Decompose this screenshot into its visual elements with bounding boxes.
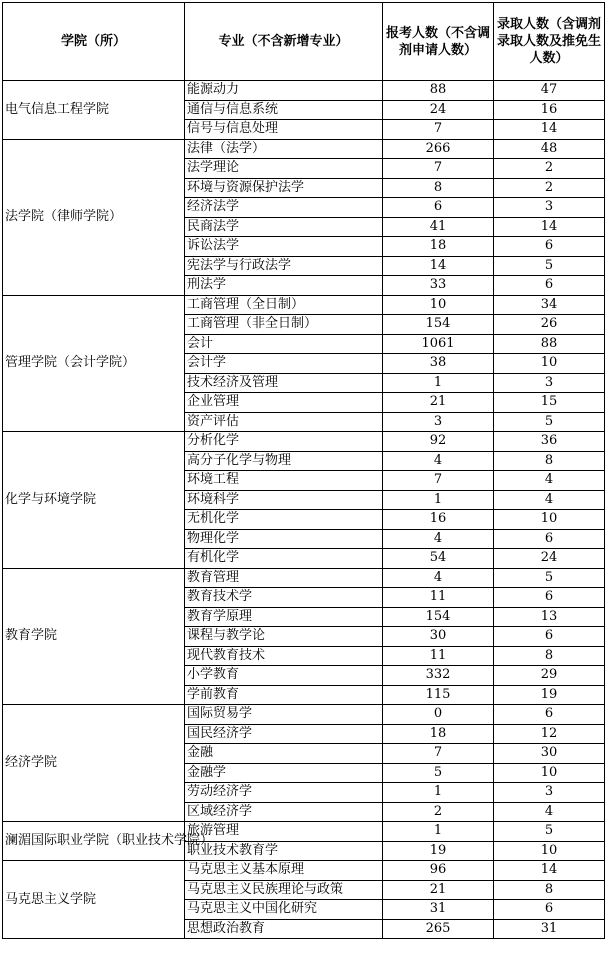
admitted-cell: 5 <box>494 822 605 842</box>
table-row <box>3 295 605 315</box>
applicants-cell: 266 <box>383 139 494 159</box>
major-cell: 马克思主义民族理论与政策 <box>185 880 383 900</box>
major-cell: 会计 <box>185 334 383 354</box>
major-cell: 有机化学 <box>185 549 383 569</box>
major-cell: 金融学 <box>185 763 383 783</box>
applicants-cell: 1 <box>383 373 494 393</box>
applicants-cell: 265 <box>383 919 494 939</box>
admitted-cell: 30 <box>494 744 605 764</box>
major-cell: 劳动经济学 <box>185 783 383 803</box>
applicants-cell: 21 <box>383 393 494 413</box>
admitted-cell: 14 <box>494 120 605 140</box>
college-cell: 经济学院 <box>3 705 185 822</box>
major-cell: 环境工程 <box>185 471 383 491</box>
major-cell: 能源动力 <box>185 81 383 101</box>
applicants-cell: 14 <box>383 256 494 276</box>
admitted-cell: 5 <box>494 412 605 432</box>
applicants-cell: 1 <box>383 490 494 510</box>
admitted-cell: 6 <box>494 237 605 257</box>
admitted-cell: 2 <box>494 178 605 198</box>
admitted-cell: 4 <box>494 471 605 491</box>
table-row <box>3 861 605 881</box>
applicants-cell: 11 <box>383 646 494 666</box>
admitted-cell: 88 <box>494 334 605 354</box>
major-cell: 环境科学 <box>185 490 383 510</box>
college-cell: 化学与环境学院 <box>3 432 185 569</box>
applicants-cell: 19 <box>383 841 494 861</box>
applicants-cell: 30 <box>383 627 494 647</box>
applicants-cell: 38 <box>383 354 494 374</box>
header-major: 专业（不含新增专业） <box>185 3 383 81</box>
admitted-cell: 16 <box>494 100 605 120</box>
table-row <box>3 568 605 588</box>
admitted-cell: 3 <box>494 373 605 393</box>
major-cell: 企业管理 <box>185 393 383 413</box>
admitted-cell: 6 <box>494 900 605 920</box>
applicants-cell: 4 <box>383 529 494 549</box>
major-cell: 课程与教学论 <box>185 627 383 647</box>
major-cell: 环境与资源保护法学 <box>185 178 383 198</box>
admitted-cell: 29 <box>494 666 605 686</box>
admitted-cell: 2 <box>494 159 605 179</box>
major-cell: 法律（法学） <box>185 139 383 159</box>
admitted-cell: 36 <box>494 432 605 452</box>
header-row <box>3 3 605 81</box>
admitted-cell: 6 <box>494 276 605 296</box>
major-cell: 金融 <box>185 744 383 764</box>
major-cell: 通信与信息系统 <box>185 100 383 120</box>
admitted-cell: 5 <box>494 568 605 588</box>
table-row <box>3 432 605 452</box>
admitted-cell: 47 <box>494 81 605 101</box>
admitted-cell: 13 <box>494 607 605 627</box>
college-cell: 马克思主义学院 <box>3 861 185 939</box>
applicants-cell: 4 <box>383 568 494 588</box>
admitted-cell: 19 <box>494 685 605 705</box>
admissions-table <box>2 2 605 939</box>
admitted-cell: 6 <box>494 705 605 725</box>
applicants-cell: 5 <box>383 763 494 783</box>
major-cell: 信号与信息处理 <box>185 120 383 140</box>
table-body <box>3 81 605 939</box>
major-cell: 区域经济学 <box>185 802 383 822</box>
college-cell: 澜湄国际职业学院（职业技术学院） <box>3 822 185 861</box>
major-cell: 工商管理（全日制） <box>185 295 383 315</box>
admitted-cell: 10 <box>494 354 605 374</box>
applicants-cell: 88 <box>383 81 494 101</box>
applicants-cell: 31 <box>383 900 494 920</box>
table-row <box>3 139 605 159</box>
major-cell: 技术经济及管理 <box>185 373 383 393</box>
applicants-cell: 7 <box>383 120 494 140</box>
admitted-cell: 4 <box>494 490 605 510</box>
applicants-cell: 7 <box>383 744 494 764</box>
major-cell: 旅游管理 <box>185 822 383 842</box>
applicants-cell: 7 <box>383 159 494 179</box>
applicants-cell: 154 <box>383 315 494 335</box>
admitted-cell: 6 <box>494 627 605 647</box>
admitted-cell: 34 <box>494 295 605 315</box>
major-cell: 职业技术教育学 <box>185 841 383 861</box>
major-cell: 工商管理（非全日制） <box>185 315 383 335</box>
major-cell: 教育学原理 <box>185 607 383 627</box>
applicants-cell: 4 <box>383 451 494 471</box>
applicants-cell: 18 <box>383 724 494 744</box>
major-cell: 宪法学与行政法学 <box>185 256 383 276</box>
admitted-cell: 6 <box>494 588 605 608</box>
major-cell: 教育管理 <box>185 568 383 588</box>
major-cell: 教育技术学 <box>185 588 383 608</box>
applicants-cell: 3 <box>383 412 494 432</box>
admitted-cell: 14 <box>494 217 605 237</box>
major-cell: 会计学 <box>185 354 383 374</box>
applicants-cell: 18 <box>383 237 494 257</box>
major-cell: 马克思主义基本原理 <box>185 861 383 881</box>
applicants-cell: 21 <box>383 880 494 900</box>
applicants-cell: 8 <box>383 178 494 198</box>
major-cell: 思想政治教育 <box>185 919 383 939</box>
major-cell: 马克思主义中国化研究 <box>185 900 383 920</box>
major-cell: 法学理论 <box>185 159 383 179</box>
major-cell: 无机化学 <box>185 510 383 530</box>
applicants-cell: 41 <box>383 217 494 237</box>
major-cell: 小学教育 <box>185 666 383 686</box>
admitted-cell: 10 <box>494 841 605 861</box>
applicants-cell: 96 <box>383 861 494 881</box>
college-cell: 教育学院 <box>3 568 185 705</box>
applicants-cell: 2 <box>383 802 494 822</box>
applicants-cell: 24 <box>383 100 494 120</box>
major-cell: 学前教育 <box>185 685 383 705</box>
admitted-cell: 3 <box>494 783 605 803</box>
major-cell: 物理化学 <box>185 529 383 549</box>
college-cell: 法学院（律师学院） <box>3 139 185 295</box>
admitted-cell: 24 <box>494 549 605 569</box>
table-row <box>3 705 605 725</box>
admitted-cell: 15 <box>494 393 605 413</box>
applicants-cell: 1061 <box>383 334 494 354</box>
major-cell: 资产评估 <box>185 412 383 432</box>
admitted-cell: 5 <box>494 256 605 276</box>
admitted-cell: 8 <box>494 880 605 900</box>
major-cell: 国际贸易学 <box>185 705 383 725</box>
college-cell: 管理学院（会计学院） <box>3 295 185 432</box>
applicants-cell: 1 <box>383 822 494 842</box>
applicants-cell: 54 <box>383 549 494 569</box>
major-cell: 诉讼法学 <box>185 237 383 257</box>
major-cell: 刑法学 <box>185 276 383 296</box>
major-cell: 高分子化学与物理 <box>185 451 383 471</box>
table-row <box>3 822 605 842</box>
admitted-cell: 10 <box>494 510 605 530</box>
admitted-cell: 31 <box>494 919 605 939</box>
college-cell: 电气信息工程学院 <box>3 81 185 140</box>
major-cell: 分析化学 <box>185 432 383 452</box>
header-college: 学院（所） <box>3 3 185 81</box>
header-admitted: 录取人数（含调剂录取人数及推免生人数） <box>494 3 605 81</box>
applicants-cell: 16 <box>383 510 494 530</box>
admitted-cell: 26 <box>494 315 605 335</box>
applicants-cell: 33 <box>383 276 494 296</box>
applicants-cell: 92 <box>383 432 494 452</box>
admitted-cell: 3 <box>494 198 605 218</box>
applicants-cell: 1 <box>383 783 494 803</box>
admitted-cell: 8 <box>494 451 605 471</box>
applicants-cell: 10 <box>383 295 494 315</box>
applicants-cell: 115 <box>383 685 494 705</box>
admitted-cell: 8 <box>494 646 605 666</box>
admitted-cell: 12 <box>494 724 605 744</box>
header-applicants: 报考人数（不含调剂申请人数） <box>383 3 494 81</box>
major-cell: 民商法学 <box>185 217 383 237</box>
major-cell: 经济法学 <box>185 198 383 218</box>
admitted-cell: 6 <box>494 529 605 549</box>
applicants-cell: 0 <box>383 705 494 725</box>
applicants-cell: 154 <box>383 607 494 627</box>
table-row <box>3 81 605 101</box>
applicants-cell: 7 <box>383 471 494 491</box>
applicants-cell: 11 <box>383 588 494 608</box>
admitted-cell: 14 <box>494 861 605 881</box>
applicants-cell: 6 <box>383 198 494 218</box>
major-cell: 现代教育技术 <box>185 646 383 666</box>
admitted-cell: 10 <box>494 763 605 783</box>
applicants-cell: 332 <box>383 666 494 686</box>
admitted-cell: 4 <box>494 802 605 822</box>
major-cell: 国民经济学 <box>185 724 383 744</box>
admitted-cell: 48 <box>494 139 605 159</box>
